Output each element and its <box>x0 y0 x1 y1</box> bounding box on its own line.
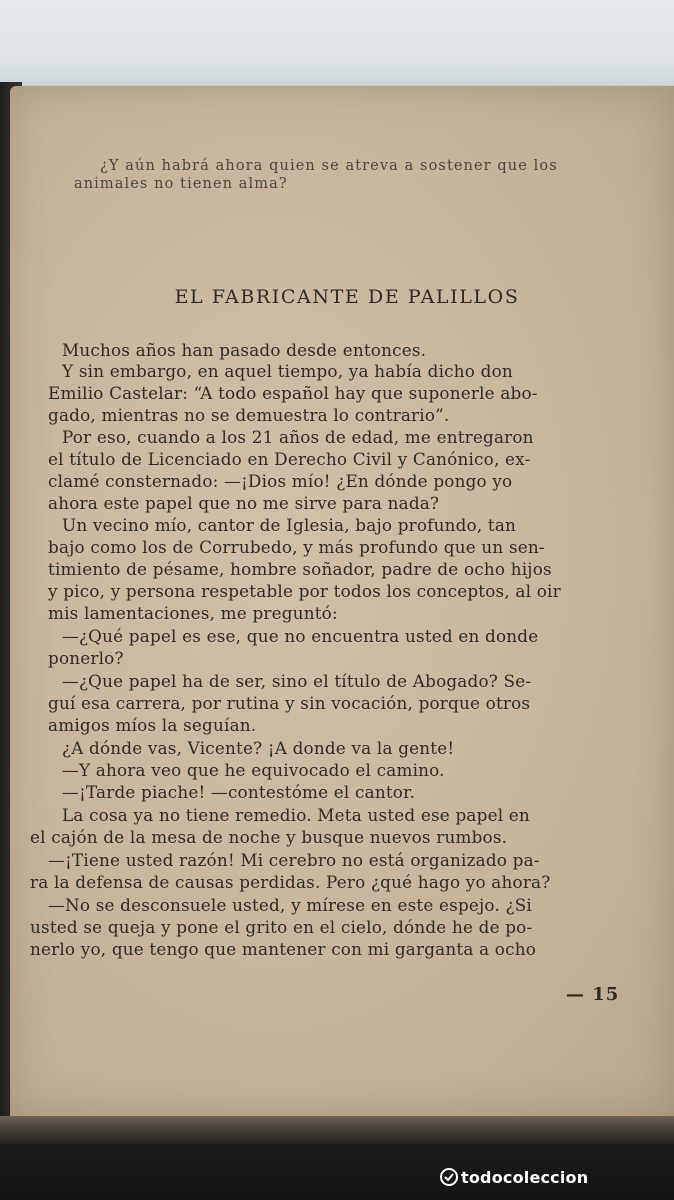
body-line: guí esa carrera, por rutina y sin vocación, porque otros <box>48 693 531 713</box>
body-line: Por eso, cuando a los 21 años de edad, me entregaron <box>62 427 534 447</box>
body-line: Un vecino mío, cantor de Iglesia, bajo profundo, tan <box>62 515 517 535</box>
body-line: ra la defensa de causas perdidas. Pero ¿qué hago yo ahora? <box>30 872 551 892</box>
intro-line: ¿Y aún habrá ahora quien se atreva a sostener que los <box>100 158 558 174</box>
body-line: —¿Que papel ha de ser, sino el título de Abogado? Se- <box>62 671 532 691</box>
watermark <box>440 1168 588 1187</box>
body-line: Muchos años han pasado desde entonces. <box>62 340 427 360</box>
body-line: ahora este papel que no me sirve para nada? <box>48 493 440 513</box>
body-line: —No se desconsuele usted, y mírese en este espejo. ¿Si <box>48 895 532 915</box>
page-bottom-edge <box>0 1116 674 1144</box>
body-line: usted se queja y pone el grito en el cielo, dónde he de po- <box>30 917 533 937</box>
body-line: —¿Qué papel es ese, que no encuentra usted en donde <box>62 626 539 646</box>
watermark-logo-icon <box>440 1168 458 1186</box>
body-line: gado, mientras no se demuestra lo contrario”. <box>48 405 450 425</box>
body-line: ponerlo? <box>48 648 124 668</box>
body-line: —Y ahora veo que he equivocado el camino. <box>62 760 445 780</box>
body-line: amigos míos la seguían. <box>48 715 257 735</box>
body-line: —¡Tarde piache! —contestóme el cantor. <box>62 782 415 802</box>
body-line: el cajón de la mesa de noche y busque nuevos rumbos. <box>30 827 508 847</box>
body-line: el título de Licenciado en Derecho Civil y Canónico, ex- <box>48 449 531 469</box>
body-line: bajo como los de Corrubedo, y más profundo que un sen- <box>48 537 545 557</box>
book-page <box>10 86 674 1116</box>
body-line: timiento de pésame, hombre soñador, padre de ocho hijos <box>48 559 552 579</box>
body-line: nerlo yo, que tengo que mantener con mi garganta a ocho <box>30 939 537 959</box>
page-number: — 15 <box>566 984 620 1005</box>
body-line: clamé consternado: —¡Dios mío! ¿En dónde pongo yo <box>48 471 513 491</box>
body-line: y pico, y persona respetable por todos los conceptos, al oir <box>48 581 561 601</box>
watermark-text: todocoleccion <box>461 1168 589 1187</box>
chapter-title: EL FABRICANTE DE PALILLOS <box>174 286 520 308</box>
body-line: Y sin embargo, en aquel tiempo, ya había dicho don <box>62 361 513 381</box>
body-line: Emilio Castelar: “A todo español hay que suponerle abo- <box>48 383 538 403</box>
body-line: mis lamentaciones, me preguntó: <box>48 603 338 623</box>
body-line: La cosa ya no tiene remedio. Meta usted ese papel en <box>62 805 530 825</box>
intro-line: animales no tienen alma? <box>74 176 288 192</box>
body-line: —¡Tiene usted razón! Mi cerebro no está organizado pa- <box>48 850 540 870</box>
body-line: ¿A dónde vas, Vicente? ¡A donde va la gente! <box>62 738 455 758</box>
